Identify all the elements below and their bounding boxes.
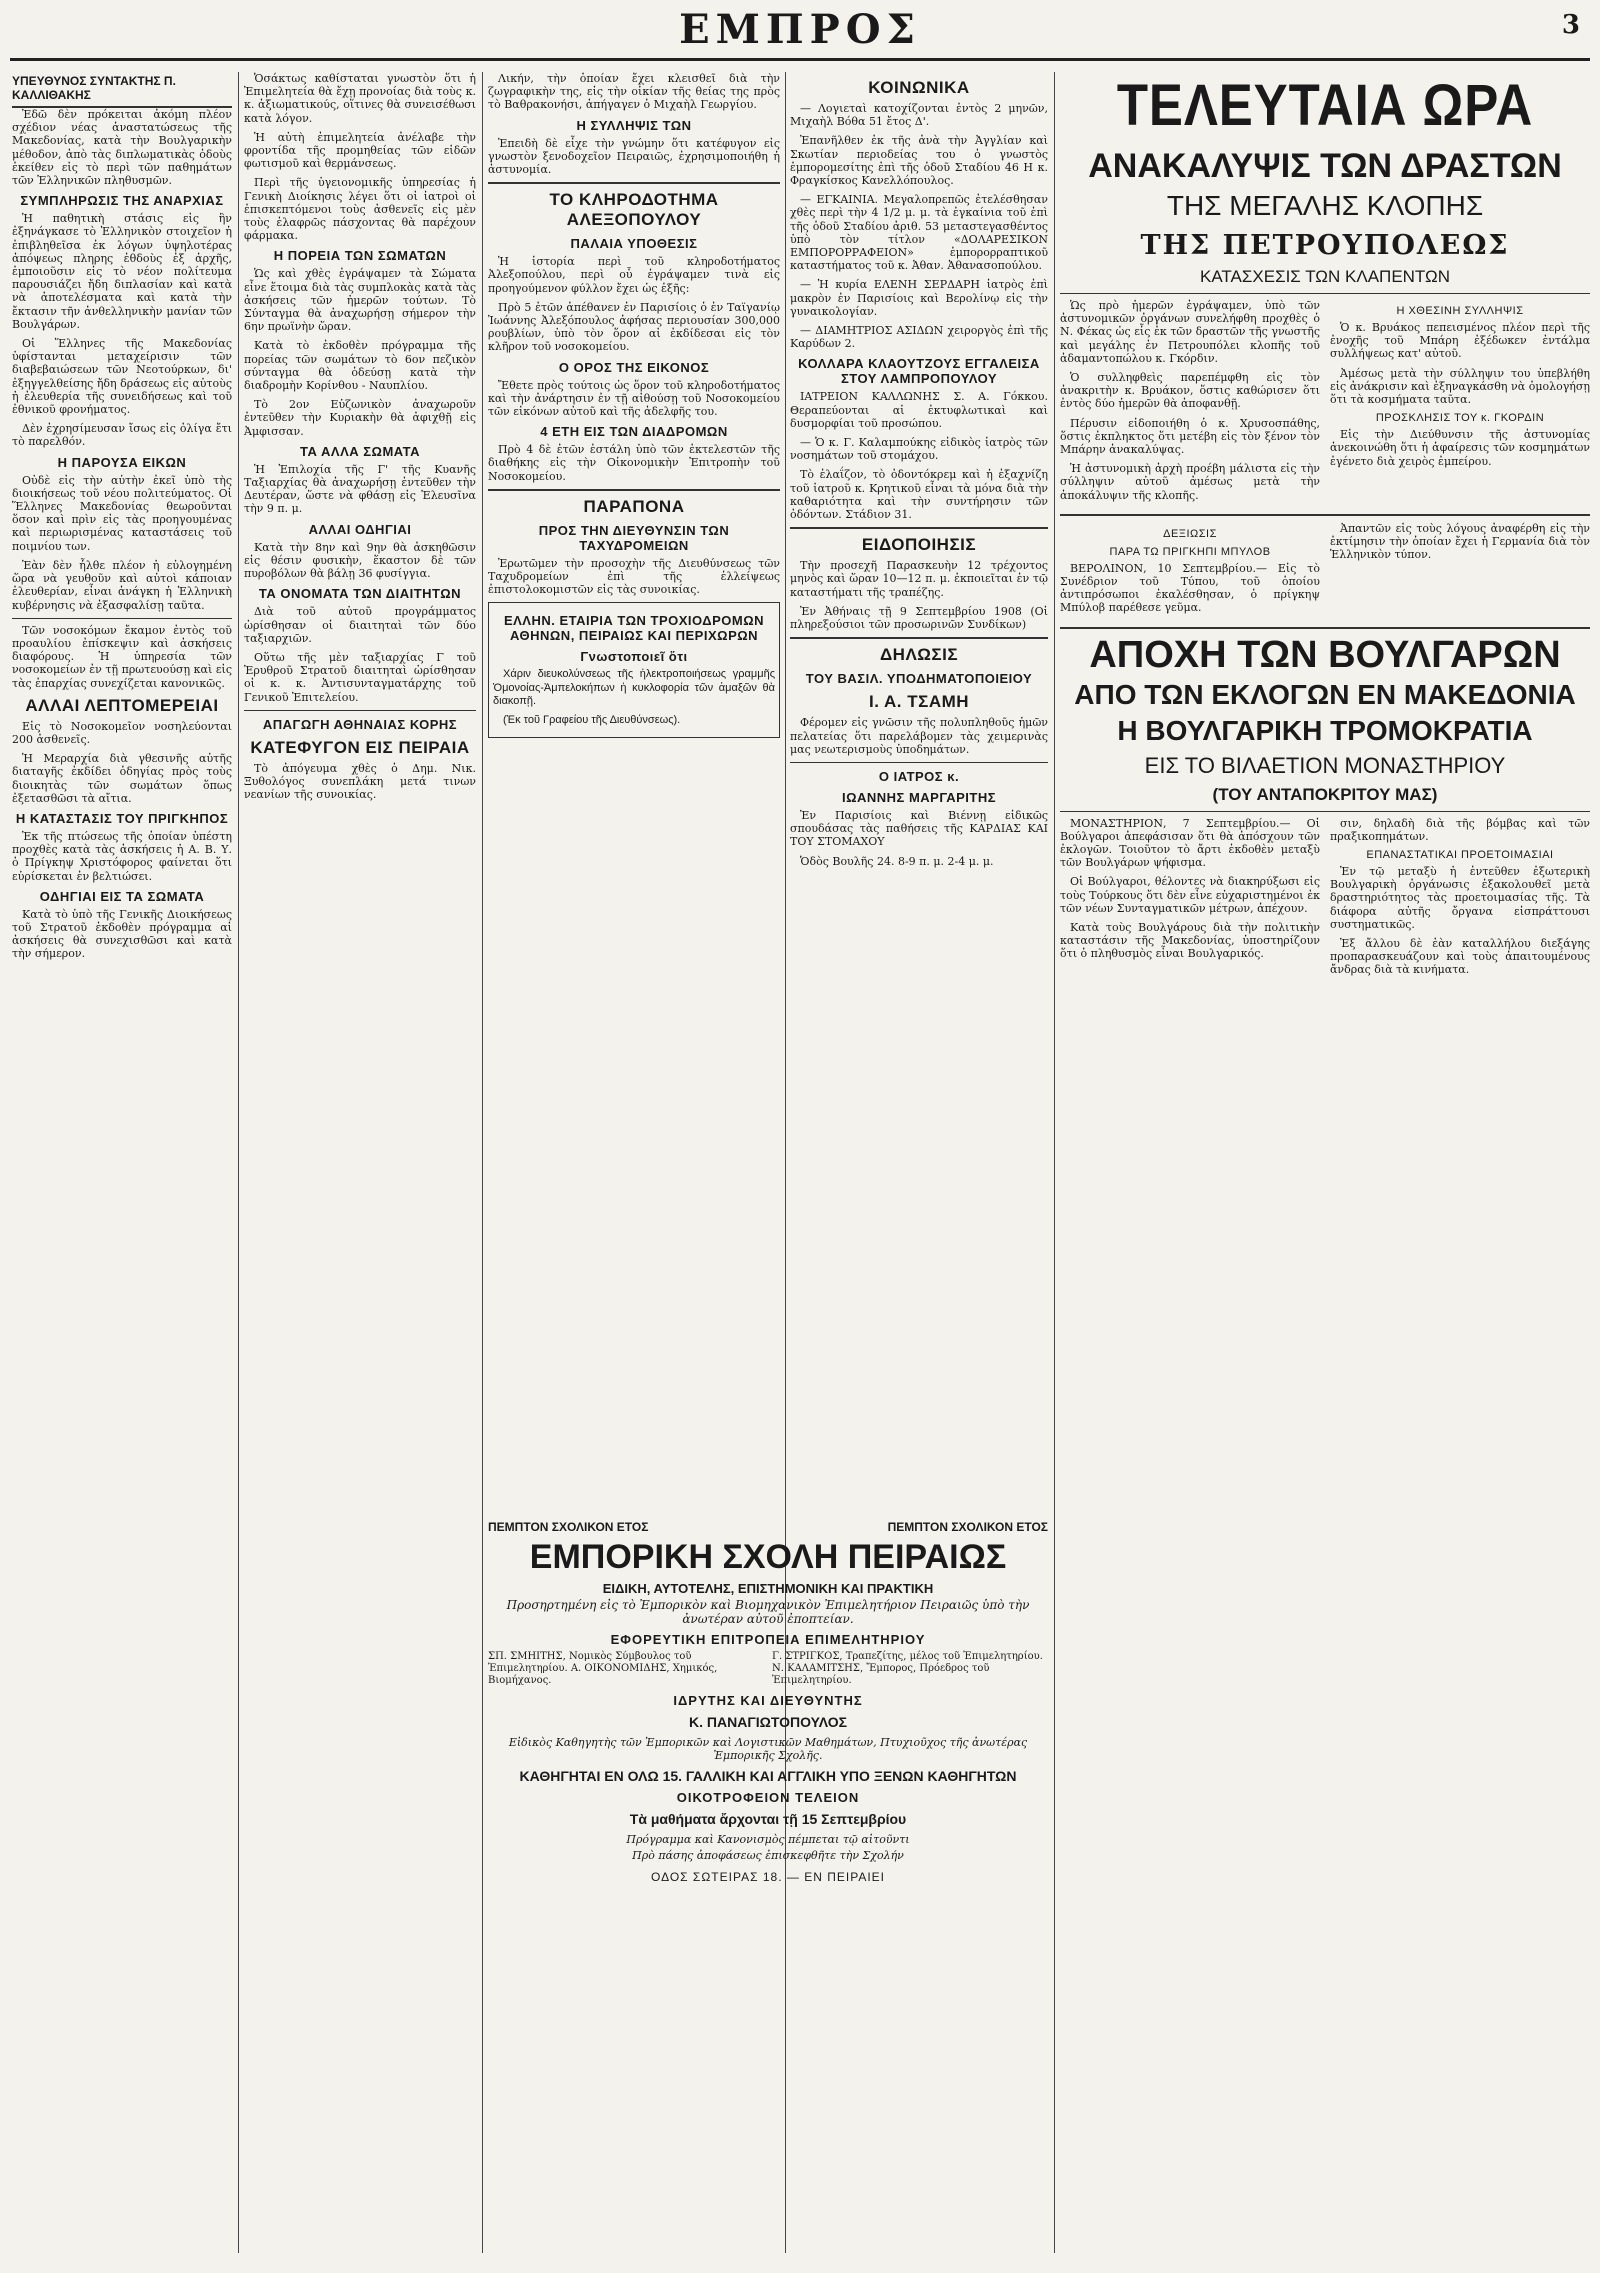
paragraph: Ὡς πρὸ ἡμερῶν ἐγράψαμεν, ὑπὸ τῶν ἀστυνομικῶν ὀργάνων συνελήφθη προχθὲς ὁ Ν. Φέκας ὡς εἷς ἐκ τῶν δραστῶν τῆς γνωστῆς καὶ μεγάλης ἐν Πετρουπόλει κλοπῆς τοῦ ἀδαμαντοπώλου κ. Γκόρδιν.	[1060, 299, 1320, 365]
paragraph: Ἐκ τῆς πτώσεως τῆς ὁποίαν ὑπέστη προχθὲς κατὰ τὰς ἀσκήσεις ἡ Α. Β. Υ. ὁ Πρίγκηψ Χριστόφορος φαίνεται ὅτι εὑρίσκεται ἐν βελτιώσει.	[12, 829, 232, 883]
paragraph: Δὲν ἐχρησίμευσαν ἴσως εἰς ὀλίγα ἔτι τὸ παρελθόν.	[12, 422, 232, 449]
paragraph: Τῶν νοσοκόμων ἔκαμον ἐντὸς τοῦ προαυλίου ἐπίσκεψιν καὶ ἀσκήσεις διαφόρους. Ἡ ὑπηρεσία τῶν νοσοκομείων ἐν τῇ πρωτευούσῃ καὶ εἰς τὰς ἐπαρχίας συνεχίζεται κανονικῶς.	[12, 623, 232, 690]
paragraph: Οὐδὲ εἰς τὴν αὐτὴν ἐκεῖ ὑπὸ τὴς διοικήσεως τοῦ νέου πολιτεύματος. Οἱ Ἕλληνες Μακεδονίας θεωροῦνται ὅσον καὶ πρὶν εἰς τὰς προηγουμένας καὶ περιωρισμένας καταστάσεις τοῦ ποιμνίου των.	[12, 473, 232, 553]
divider	[488, 182, 780, 184]
school-founder-desc: Εἰδικὸς Καθηγητὴς τῶν Ἐμπορικῶν καὶ Λογιστικῶν Μαθημάτων, Πτυχιοῦχος τῆς ἀνωτέρας Ἐμπορικῆς Σχολῆς.	[508, 1736, 1028, 1762]
school-address: ΟΔΟΣ ΣΩΤΕΙΡΑΣ 18. — ΕΝ ΠΕΙΡΑΙΕΙ	[650, 1870, 885, 1884]
headline-bulgarian-abstention: ΑΠΟΧΗ ΤΩΝ ΒΟΥΛΓΑΡΩΝ	[1089, 633, 1561, 676]
page-number: 3	[1561, 10, 1580, 40]
paragraph: Ἐξ ἄλλου δὲ ἐὰν καταλλήλου διεξάγης προπαρασκευάζουν καὶ τοὺς ἀπαιτουμένους ἄνδρας διὰ τὰ κινήματα.	[1330, 937, 1590, 977]
paragraph: Κατὰ τὸ ὑπὸ τῆς Γενικῆς Διοικήσεως τοῦ Στρατοῦ ἐκδοθὲν πρόγραμμα αἱ ἀσκήσεις θὰ συνεχισθῶσι καὶ κατὰ τὴν σήμερον.	[12, 907, 232, 961]
school-members-left: ΣΠ. ΣΜΗΙΤΗΣ, Νομικὸς Σύμβουλος τοῦ Ἐπιμελητηρίου. Α. ΟΙΚΟΝΟΜΙΔΗΣ, Χημικός, Βιομήχανος.	[488, 1651, 718, 1686]
bulgarian-article	[1060, 817, 1590, 983]
school-teaching: ΚΑΘΗΓΗΤΑΙ ΕΝ ΟΛΩ 15. ΓΑΛΛΙΚΗ ΚΑΙ ΑΓΓΛΙΚΗ ΥΠΟ ΞΕΝΩΝ ΚΑΘΗΓΗΤΩΝ	[519, 1768, 1017, 1784]
paragraph: Ἔθετε πρὸς τούτοις ὡς ὅρον τοῦ κληροδοτήματος καὶ τὴν ἀνάρτησιν ἐν τῇ αἰθούσῃ τοῦ Νοσοκομείου τῶν εἰκόνων αὐτοῦ καὶ τῆς ἀδελφῆς του.	[488, 378, 780, 419]
paragraph: Ἡ Ἐπιλοχία τῆς Γ' τῆς Κυανῆς Ταξιαρχίας θὰ ἀναχωρήσῃ ἐντεῦθεν τὴν Δευτέραν, ὥστε νὰ φθάσῃ εἰς Ἐλευσῖνα τὴν 9 π. μ.	[244, 462, 476, 516]
editor-line: ΥΠΕΥΘΥΝΟΣ ΣΥΝΤΑΚΤΗΣ Π. ΚΑΛΛΙΘΑΚΗΣ	[12, 72, 232, 108]
bulgarian-right	[1330, 817, 1590, 983]
paragraph: Ὡς καὶ χθὲς ἐγράψαμεν τὰ Σώματα εἶνε ἕτοιμα διὰ τὰς συμπλοκὰς κατὰ τὰς ἀσκήσεις τῶν ἡμερῶν τούτων. Τὸ Σύνταγμα θὰ ἀναχωρήσῃ σήμερον τὴν 6ην πρωϊνὴν ὥραν.	[244, 267, 476, 334]
paragraph: Ὁσάκτως καθίσταται γνωστὸν ὅτι ἡ Ἐπιμελητεία θὰ ἔχῃ προνοίας διὰ τοὺς κ. κ. ἀξιωματικούς, οἵτινες θὰ συνεισέθωσι κατὰ λόγον.	[244, 72, 476, 125]
paragraph: Ὁ κ. Βρυάκος πεπεισμένος πλέον περὶ τῆς ἐνοχῆς τοῦ Μπάρη ἐξέδωκεν ἐντάλμα συλλήψεως κατ' αὐτοῦ.	[1330, 321, 1590, 361]
subheading: Ι. Α. ΤΣΑΜΗ	[868, 692, 970, 712]
paragraph: ΒΕΡΟΛΙΝΟΝ, 10 Σεπτεμβρίου.— Εἰς τὸ Συνέδριον τοῦ Τύπου, τοῦ ὁποίου ἀντιπρόσωποι ἐκαλέσθησαν, ὁ πρίγκηψ Μπύλοβ παρέθεσε γεῦμα.	[1060, 561, 1320, 615]
paragraph: Οἱ Βούλγαροι, θέλοντες νὰ διακηρύξωσι εἰς τοὺς Τούρκους ὅτι δὲν εἶνε εὐχαριστημένοι ἐκ τῶν νέων Συνταγματικῶν μέτρων, ἀπέχουν.	[1060, 875, 1320, 915]
headline: ΔΗΛΩΣΙΣ	[879, 645, 959, 665]
ad-source: (Ἐκ τοῦ Γραφείου τῆς Διευθύνσεως).	[503, 714, 681, 727]
divider	[1060, 514, 1590, 516]
ad-subtitle: Γνωστοποιεῖ ὅτι	[580, 649, 688, 665]
subheading: ΤΑ ΟΝΟΜΑΤΑ ΤΩΝ ΔΙΑΙΤΗΤΩΝ	[258, 586, 462, 602]
school-programs: Πρόγραμμα καὶ Κανονισμὸς πέμπεται τῷ αἰτοῦντι	[626, 1833, 910, 1846]
paragraph: Ἐπειδὴ δὲ εἶχε τὴν γνώμην ὅτι κατέφυγον εἰς γνωστὸν ξενοδοχεῖον Πειραιῶς, ἐχρησιμοποιήθη ἡ ἀστυνομία.	[488, 136, 780, 177]
paragraph: — Ὁ κ. Γ. Καλαμπούκης εἰδικὸς ἰατρὸς τῶν νοσημάτων τοῦ στομάχου.	[790, 436, 1048, 463]
column-divider	[785, 72, 786, 2253]
paragraph: Τὸ ἐλαΐζον, τὸ ὀδοντόκρεμ καὶ ἡ ἐξαχνίζη τοῦ ἰατροῦ κ. Κρητικοῦ εἶναι τὰ μόνα διὰ τὴν καθαριότητα καὶ τὴν συντήρησιν τῶν ὀδόντων. Στάδιον 31.	[790, 468, 1048, 522]
reception-right	[1330, 522, 1590, 621]
column-divider	[238, 72, 239, 2253]
headline-seizure: ΚΑΤΑΣΧΕΣΙΣ ΤΩΝ ΚΛΑΠΕΝΤΩΝ	[1200, 267, 1450, 286]
paragraph: Ἡ Μεραρχία διὰ γθεσινῆς αὐτῆς διαταγῆς ἐκδίδει ὁδηγίας πρὸς τοὺς διοικητὰς τῶν σωμάτων ὅπως ἐξετασθῶσι τὰ αἴτια.	[12, 752, 232, 805]
school-visit: Πρὸ πάσης ἀποφάσεως ἐπισκεφθῆτε τὴν Σχολήν	[632, 1849, 904, 1862]
divider	[1060, 627, 1590, 629]
paragraph: Τὴν προσεχῆ Παρασκευὴν 12 τρέχοντος μηνὸς καὶ ὥραν 10—12 π. μ. ἐκποιεῖται ἐν τῷ καταστήματι τῆς τραπέζης.	[790, 559, 1048, 599]
paragraph: Ἐὰν δὲν ἦλθε πλέον ἡ εὐλογημένη ὥρα νὰ γευθοῦν καὶ αὐτοὶ κάποιαν ἐλευθερίαν, εἶναι ἀνάγκη ἡ Ἑλληνικὴ κυβέρνησις νὰ ἐξασφαλίσῃ ταῦτα.	[12, 558, 232, 612]
headline: ΤΟ ΚΛΗΡΟΔΟΤΗΜΑ ΑΛΕΞΟΠΟΥΛΟΥ	[549, 190, 719, 230]
school-flags	[488, 1520, 1048, 1534]
paragraph: Φέρομεν εἰς γνῶσιν τῆς πολυπληθοῦς ἡμῶν πελατείας ὅτι παρελάβομεν τὰς χειμερινὰς μας νεωτερισμοὺς ὑποδημάτων.	[790, 716, 1048, 756]
reception-article	[1060, 522, 1590, 621]
divider	[12, 618, 232, 619]
paragraph: Ἐν Ἀθήναις τῇ 9 Σεπτεμβρίου 1908 (Οἱ πληρεξούσιοι τῶν προσωρινῶν Συνδίκων)	[790, 604, 1048, 632]
subheading: ΟΔΗΓΙΑΙ ΕΙΣ ΤΑ ΣΩΜΑΤΑ	[39, 888, 205, 904]
paragraph: Πέρυσιν εἰδοποιήθη ὁ κ. Χρυσοσπάθης, ὅστις ἐκπληκτος ὅτι μετέβη εἰς τὸν ξένον τὸν Μπάρην ἀνακαλύψας.	[1060, 416, 1320, 457]
paragraph: Πρὸ 5 ἐτῶν ἀπέθανεν ἐν Παρισίοις ὁ ἐν Ταϊγανίῳ Ἰωάννης Ἀλεξόπουλος ἀφήσας περιουσίαν 300,000 ρουβλίων, ὑπὸ τὸν ὅρον αἱ ἐκδίδεσαι εἰς τὸν κλῆρον τοῦ νοσοκομείου.	[488, 300, 780, 354]
paragraph: Ἀμέσως μετὰ τὴν σύλληψιν του ὑπεβλήθη εἰς ἀνάκρισιν καὶ ἐξηναγκάσθη νὰ ὁμολογήσῃ ὅτι τὰ κοσμήματα ταῦτα.	[1330, 366, 1590, 407]
paragraph: Οἱ Ἕλληνες τῆς Μακεδονίας ὑφίστανται μεταχείρισιν τῶν διαβεβαιώσεων τῶν Νεοτούρκων, δι' ἐξηγγελθείσης ἤδη δράσεως εἰς αὐτοὺς ἡ ἐλευθερία τῆς συνειδήσεως καὶ τοῦ ἐθνικοῦ φρονήματος.	[12, 337, 232, 417]
headline-petersburg: ΤΗΣ ΠΕΤΡΟΥΠΟΛΕΩΣ	[1140, 230, 1510, 261]
headline-last-hour: ΤΕΛΕΥΤΑΙΑ ΩΡΑ	[1116, 73, 1534, 138]
school-founder-label: ΙΔΡΥΤΗΣ ΚΑΙ ΔΙΕΥΘΥΝΤΗΣ	[673, 1693, 863, 1708]
paragraph: Κατὰ τὴν 8ην καὶ 9ην θὰ ἀσκηθῶσιν εἰς θέσιν φυσικὴν, ἕκαστον δὲ τῶν πυροβόλων θὰ βάλῃ 36 φυσίγγια.	[244, 540, 476, 581]
paragraph: Ἐπανῆλθεν ἐκ τῆς ἀνὰ τὴν Ἀγγλίαν καὶ Σκωτίαν περιοδείας του ὁ γνωστὸς ἐμπορομεσίτης ἐπὶ τῆς ὁδοῦ Σταδίου 46 Η κ. Φραγκίσκος Κανελλόπουλος.	[790, 134, 1048, 188]
divider	[488, 489, 780, 491]
paragraph: Ἐν Παρισίοις καὶ Βιέννῃ εἰδικῶς σπουδάσας τὰς παθήσεις τῆς ΚΑΡΔΙΑΣ ΚΑΙ ΤΟΥ ΣΤΟΜΑΧΟΥ	[790, 808, 1048, 849]
subheading: ΑΛΛΑΙ ΟΔΗΓΙΑΙ	[308, 521, 412, 537]
school-flag-left: ΠΕΜΠΤΟΝ ΣΧΟΛΙΚΟΝ ΕΤΟΣ	[488, 1520, 649, 1534]
school-flag-right: ΠΕΜΠΤΟΝ ΣΧΟΛΙΚΟΝ ΕΤΟΣ	[887, 1520, 1048, 1534]
paragraph: Ἐρωτῶμεν τὴν προσοχὴν τῆς Διευθύνσεως τῶν Ταχυδρομείων ἐπὶ τῆς ἐλλείψεως ἐπιστολοκομιστῶν εἰς τὰς συνοικίας.	[488, 556, 780, 597]
headline-theft: ΤΗΣ ΜΕΓΑΛΗΣ ΚΛΟΠΗΣ	[1166, 190, 1484, 221]
paragraph: Τὸ ἀπόγευμα χθὲς ὁ Δημ. Νικ. Ξυθολόγος συνεπλάκη μετά τινων νεανίων τῆς συνοικίας.	[244, 761, 476, 802]
bulgarian-left	[1060, 817, 1320, 983]
divider	[1060, 293, 1590, 294]
school-description: Προσηρτημένη εἰς τὸ Ἐμπορικὸν καὶ Βιομηχανικὸν Ἐπιμελητήριον Πειραιῶς ὑπὸ τὴν ἀνωτέραν αὐτοῦ ἐποπτείαν.	[506, 1598, 1030, 1626]
paragraph: — ΔΙΑΜΗΤΡΙΟΣ ΑΣΙΔΩΝ χειροργὸς ἐπὶ τῆς Καρύδων 2.	[790, 324, 1048, 351]
paragraph: Ἡ αὐτὴ ἐπιμελητεία ἀνέλαβε τὴν φροντίδα τῆς προμηθείας τῶν εἰδῶν φωτισμοῦ καὶ θερμάνσεως.	[244, 130, 476, 171]
column-divider	[1054, 72, 1055, 2253]
paragraph: Πρὸ 4 δὲ ἐτῶν ἐστάλη ὑπὸ τῶν ἐκτελεστῶν τῆς διαθήκης εἰς τὴν Οἰκονομικὴν Ἐπιτροπὴν τοῦ Νοσοκομείου.	[488, 443, 780, 483]
subheading: Η ΚΑΤΑΣΤΑΣΙΣ ΤΟΥ ΠΡΙΓΚΗΠΟΣ	[15, 810, 229, 826]
paragraph: ΜΟΝΑΣΤΗΡΙΟΝ, 7 Σεπτεμβρίου.— Οἱ Βούλγαροι ἀπεφάσισαν ὅτι θὰ ἀπόσχουν τῶν ἐκλογῶν. Τοιοῦτον τὸ ἄρτι ἐκδοθὲν μεταξὺ τῶν Βουλγάρων ψήφισμα.	[1060, 816, 1320, 870]
subheading: Ο ΙΑΤΡΟΣ κ.	[878, 768, 960, 784]
paragraph: Κατὰ τοὺς Βουλγάρους διὰ τὴν πολιτικὴν καταστάσιν τῆς Μακεδονίας, ὑποστηρίζουν ὅτι ὁ πληθυσμὸς εἶναι Βουλγαρικός.	[1060, 921, 1320, 961]
subheading: Η ΠΑΡΟΥΣΑ ΕΙΚΩΝ	[57, 454, 187, 470]
subheading: ΕΠΑΝΑΣΤΑΤΙΚΑΙ ΠΡΟΕΤΟΙΜΑΣΙΑΙ	[1366, 849, 1554, 862]
column-4	[790, 72, 1048, 1503]
subheading: ΠΡΟΣΚΛΗΣΙΣ ΤΟΥ κ. ΓΚΟΡΔΙΝ	[1375, 412, 1545, 425]
subheading: ΑΛΛΑΙ ΛΕΠΤΟΜΕΡΕΙΑΙ	[25, 695, 219, 715]
divider	[790, 762, 1048, 763]
school-committee: ΕΦΟΡΕΥΤΙΚΗ ΕΠΙΤΡΟΠΕΙΑ ΕΠΙΜΕΛΗΤΗΡΙΟΥ	[610, 1632, 926, 1647]
headline-vilayet: ΕΙΣ ΤΟ ΒΙΛΑΕΤΙΟΝ ΜΟΝΑΣΤΗΡΙΟΥ	[1144, 752, 1506, 778]
column-3	[488, 72, 780, 1503]
subheading: ΠΑΛΑΙΑ ΥΠΟΘΕΣΙΣ	[570, 236, 698, 252]
column-1	[12, 72, 232, 2253]
headline-correspondent: (ΤΟΥ ΑΝΤΑΠΟΚΡΙΤΟΥ ΜΑΣ)	[1212, 784, 1438, 804]
paragraph: — Ἡ κυρία ΕΛΕΝΗ ΣΕΡΔΑΡΗ ἰατρὸς ἐπὶ μακρὸν ἐν Παρισίοις καὶ Βερολίνῳ εἰς τὴν γυναικολογίαν.	[790, 278, 1048, 318]
ad-title: ΕΛΛΗΝ. ΕΤΑΙΡΙΑ ΤΩΝ ΤΡΟΧΙΟΔΡΟΜΩΝ ΑΘΗΝΩΝ, ΠΕΙΡΑΙΩΣ ΚΑΙ ΠΕΡΙΧΩΡΩΝ	[503, 613, 765, 644]
section-heading: ΚΟΙΝΩΝΙΚΑ	[868, 78, 970, 97]
paragraph: Οὕτω τῆς μὲν ταξιαρχίας Γ τοῦ Ἐρυθροῦ Στρατοῦ διαιτηταὶ ὡρίσθησαν οἱ κ. κ. Ἀντισυνταγματάρχης τοῦ Γενικοῦ Ἐπιτελείου.	[244, 650, 476, 704]
school-title: ΕΜΠΟΡΙΚΗ ΣΧΟΛΗ ΠΕΙΡΑΙΩΣ	[529, 1538, 1007, 1576]
subheading: ΚΑΤΕΦΥΓΟΝ ΕΙΣ ΠΕΙΡΑΙΑ	[250, 737, 470, 757]
subheading: 4 ΕΤΗ ΕΙΣ ΤΩΝ ΔΙΑΔΡΟΜΩΝ	[540, 424, 728, 440]
headline: ΔΕΞΙΩΣΙΣ	[1163, 527, 1217, 540]
headline: ΠΑΡΑΠΟΝΑ	[583, 496, 685, 516]
ad-heading: ΚΟΛΛΑΡΑ ΚΛΑΟΥΤΖΟΥΣ ΕΓΓΑΛΕΙΣΑ ΣΤΟΥ ΛΑΜΠΡΟΠΟΥΛΟΥ	[798, 356, 1040, 387]
paragraph: — Λογιεταὶ κατοχίζονται ἐντὸς 2 μηνῶν, Μιχαὴλ Βόθα 51 ἔτος Δ'.	[790, 102, 1048, 129]
paragraph: Ἡ παθητικὴ στάσις εἰς ἣν ἐξηνάγκασε τὸ Ἑλληνικὸν στοιχεῖον ἡ ἐπιβληθεῖσα ἐκ λόγων ὑψηλοτέρας ἀπόψεως πληρης ἐθδοὺς ἐξ ἀρχῆς, ἐμποιοῦσιν εἰς τὸ νέον πολίτευμα παρουσιάζει ἤδη διπλασίαν καὶ κατὰ νὰ ἀποτελέσματα καὶ κατὰ τὴν ἔκτασιν τῆν ἀνθελληνικὴν μανίαν τῶν Βουλγάρων.	[12, 212, 232, 331]
article-intro: Ἐδῶ δὲν πρόκειται ἀκόμη πλέον σχέδιον νέας ἀναστατώσεως τῆς Μακεδονίας, κατὰ τὴν Βουλγαρικὴν μέθοδον, ἀπὸ τὰς διπλωματικὰς ὁδοὺς ἐκείθεν εἰς τὸ περὶ τῶν παθημάτων τῶν Ἑλληνικῶν πληθυσμῶν.	[12, 108, 232, 188]
address: Ὁδὸς Βουλῆς 24. 8-9 π. μ. 2-4 μ. μ.	[800, 854, 994, 868]
divider	[1060, 811, 1590, 812]
paragraph: Ἐν τῷ μεταξὺ ἡ ἐντεῦθεν ἐξωτερικὴ Βουλγαρικὴ ὀργάνωσις ἐξακολουθεῖ μετὰ δραστηριότητος τὰς προετοιμασίας τῆς. Τὰ διάφορα αὐτῆς ὄργανα εἰσπράττουσι συστηματικῶς.	[1330, 865, 1590, 931]
divider	[790, 527, 1048, 529]
newspaper-title: ΕΜΠΡΟΣ	[679, 6, 921, 53]
headline: ΕΙΔΟΠΟΙΗΣΙΣ	[861, 535, 977, 555]
school-founder: Κ. ΠΑΝΑΓΙΩΤΟΠΟΥΛΟΣ	[689, 1714, 847, 1730]
paragraph: Ἡ ἀστυνομικὴ ἀρχὴ προέβη μάλιστα εἰς τὴν σύλληψιν αὐτοῦ ἀμέσως μετὰ τὴν ἀποκάλυψιν τῆς κλοπῆς.	[1060, 462, 1320, 502]
paragraph: Τὸ 2ον Εὐζωνικὸν ἀναχωροῦν ἐντεῦθεν τὴν Κυριακὴν θὰ ἀφιχθῇ εἰς Ἀμφισσαν.	[244, 398, 476, 438]
column-2	[244, 72, 476, 2253]
school-members	[488, 1651, 1048, 1687]
subheading: ΙΩΑΝΝΗΣ ΜΑΡΓΑΡΙΤΗΣ	[841, 789, 997, 805]
paragraph: Κατὰ τὸ ἐκδοθὲν πρόγραμμα τῆς πορείας τῶν σωμάτων τὸ 6ον πεζικὸν σύνταγμα θὰ ὁδεύσῃ κατὰ τὴν διαδρομὴν Κορίνθου - Ναυπλίου.	[244, 339, 476, 393]
masthead	[0, 0, 1600, 62]
divider	[790, 637, 1048, 639]
masthead-rule	[10, 58, 1590, 61]
paragraph: σιν, δηλαδὴ διὰ τῆς βόμβας καὶ τῶν πραξικοπημάτων.	[1330, 816, 1590, 843]
headline-terror: Η ΒΟΥΛΓΑΡΙΚΗ ΤΡΟΜΟΚΡΑΤΙΑ	[1117, 714, 1533, 746]
paragraph: Ἡ ἱστορία περὶ τοῦ κληροδοτήματος Ἀλεξοπούλου, περὶ οὗ ἐγράψαμεν τινὰ εἰς προηγούμενον φύλλον ἔχει ὡς ἑξῆς:	[488, 255, 780, 295]
ad-text: Χάριν διευκολύνσεως τῆς ἠλεκτροποιήσεως γραμμῆς Ὁμονοίας-Ἀμπελοκήπων ἡ κυκλοφορία τῶν ἁμαξῶν θὰ διακοπῇ.	[493, 668, 775, 707]
subheading: ΑΠΑΓΩΓΗ ΑΘΗΝΑΙΑΣ ΚΟΡΗΣ	[262, 716, 458, 732]
school-subtitle: ΕΙΔΙΚΗ, ΑΥΤΟΤΕΛΗΣ, ΕΠΙΣΤΗΜΟΝΙΚΗ ΚΑΙ ΠΡΑΚΤΙΚΗ	[602, 1581, 934, 1596]
school-start: Τὰ μαθήματα ἄρχονται τῇ 15 Σεπτεμβρίου	[629, 1811, 907, 1827]
subheading: ΠΡΟΣ ΤΗΝ ΔΙΕΥΘΥΝΣΙΝ ΤΩΝ ΤΑΧΥΔΡΟΜΕΙΩΝ	[538, 522, 730, 553]
subheading: Η ΧΘΕΣΙΝΗ ΣΥΛΛΗΨΙΣ	[1396, 305, 1524, 317]
subheading: Η ΠΟΡΕΙΑ ΤΩΝ ΣΩΜΑΤΩΝ	[273, 248, 447, 264]
subheading: Η ΣΥΛΛΗΨΙΣ ΤΩΝ	[576, 117, 692, 133]
advertisement	[488, 602, 780, 738]
school-advertisement	[488, 1520, 1048, 1884]
paragraph: Εἰς τὸ Νοσοκομεῖον νοσηλεύονται 200 ἀσθενεῖς.	[12, 719, 232, 746]
subheading: Ο ΟΡΟΣ ΤΗΣ ΕΙΚΟΝΟΣ	[558, 359, 710, 375]
school-boarding: ΟΙΚΟΤΡΟΦΕΙΟΝ ΤΕΛΕΙΟΝ	[676, 1790, 860, 1805]
subheading: ΤΟΥ ΒΑΣΙΛ. ΥΠΟΔΗΜΑΤΟΠΟΙΕΙΟΥ	[805, 671, 1033, 687]
headline-elections: ΑΠΟ ΤΩΝ ΕΚΛΟΓΩΝ ΕΝ ΜΑΚΕΔΟΝΙΑ	[1074, 678, 1576, 710]
paragraph: — ΕΓΚΑΙΝΙΑ. Μεγαλοπρεπῶς ἐτελέσθησαν χθὲς περὶ τὴν 4 1/2 μ. μ. τὰ ἐγκαίνια τοῦ ἐπὶ τῆς ὁδοῦ Σταδίου ἀριθ. 53 μεταστεγασθέντος ὑπὸ τὸν τίτλον «ΔΟΛΑΡΕΣΙΚΟΝ ΕΜΠΟΡΟΡΡΑΦΕΙΟΝ» ἐμπορορραπτικοῦ καταστήματος τοῦ κ. Ἀθαν. Ἀθανασοπούλου.	[790, 193, 1048, 273]
paragraph: ΙΑΤΡΕΙΟΝ ΚΑΛΛΩΝΗΣ Σ. Α. Γόκκου. Θεραπεύονται αἱ ἐκτυφλωτικαὶ καὶ δυσμορφίαι τοῦ προσώπου.	[790, 390, 1048, 430]
column-divider	[482, 72, 483, 2253]
school-members-right: Γ. ΣΤΡΙΓΚΟΣ, Τραπεζίτης, μέλος τοῦ Ἐπιμελητηρίου. Ν. ΚΑΛΑΜΙΤΣΗΣ, Ἔμπορος, Πρόεδρος τοῦ Ἐπιμελητηρίου.	[772, 1651, 1043, 1686]
paragraph: Περὶ τῆς ὑγειονομικῆς ὑπηρεσίας ἡ Γενικὴ Διοίκησις λέγει ὅτι οἱ ἰατροὶ οἱ ἐπισκεπτόμενοι τοὺς ἀσθενεῖς εἰς μὲν τοὺς ἐλαφρῶς πάσχοντας θὰ παρέχουν φάρμακα.	[244, 176, 476, 243]
subheading: ΠΑΡΑ ΤΩ ΠΡΙΓΚΗΠΙ ΜΠΥΛΟΒ	[1109, 545, 1271, 558]
headline-discovery: ΑΝΑΚΑΛΥΨΙΣ ΤΩΝ ΔΡΑΣΤΩΝ	[1088, 147, 1562, 185]
paragraph: Ἀπαντῶν εἰς τοὺς λόγους ἀναφέρθη εἰς τὴν ἐκτίμησιν τὴν ὁποίαν ἔχει ἡ Γερμανία διὰ τὸν Ἑλληνικὸν τύπον.	[1330, 521, 1590, 562]
theft-left	[1060, 299, 1320, 508]
column-5	[1060, 72, 1590, 2253]
section-heading: ΣΥΜΠΛΗΡΩΣΙΣ ΤΗΣ ΑΝΑΡΧΙΑΣ	[20, 193, 224, 209]
divider	[244, 710, 476, 711]
theft-article	[1060, 299, 1590, 508]
paragraph: Διὰ τοῦ αὐτοῦ προγράμματος ὡρίσθησαν οἱ διαιτηταὶ τῶν δύο ταξιαρχιῶν.	[244, 605, 476, 645]
paragraph: Εἰς τὴν Διεύθυνσιν τῆς ἀστυνομίας ἀνεκοινώθη ὅτι ἡ ἀφαίρεσις τῶν κοσμημάτων ἐγένετο διὰ χειρὸς ἐμπείρου.	[1330, 428, 1590, 468]
paragraph: Λικήν, τὴν ὁποίαν ἔχει κλεισθεῖ διὰ τὴν ζωγραφικὴν της, εἰς τὴν οἰκίαν τῆς θείας της πρὸς τὸ Βαθρακονήσι, ἀπήγαγεν ὁ Μιχαὴλ Γεωργίου.	[488, 72, 780, 112]
theft-right	[1330, 299, 1590, 508]
reception-left	[1060, 522, 1320, 621]
subheading: ΤΑ ΑΛΛΑ ΣΩΜΑΤΑ	[300, 443, 420, 459]
paragraph: Ὁ συλληφθεὶς παρεπέμφθη εἰς τὸν ἀνακριτὴν κ. Βρυάκον, ὅστις καθώρισεν ὅτι ἐντὸς δύο ἡμερῶν θὰ ἀποφανθῇ.	[1060, 371, 1320, 411]
